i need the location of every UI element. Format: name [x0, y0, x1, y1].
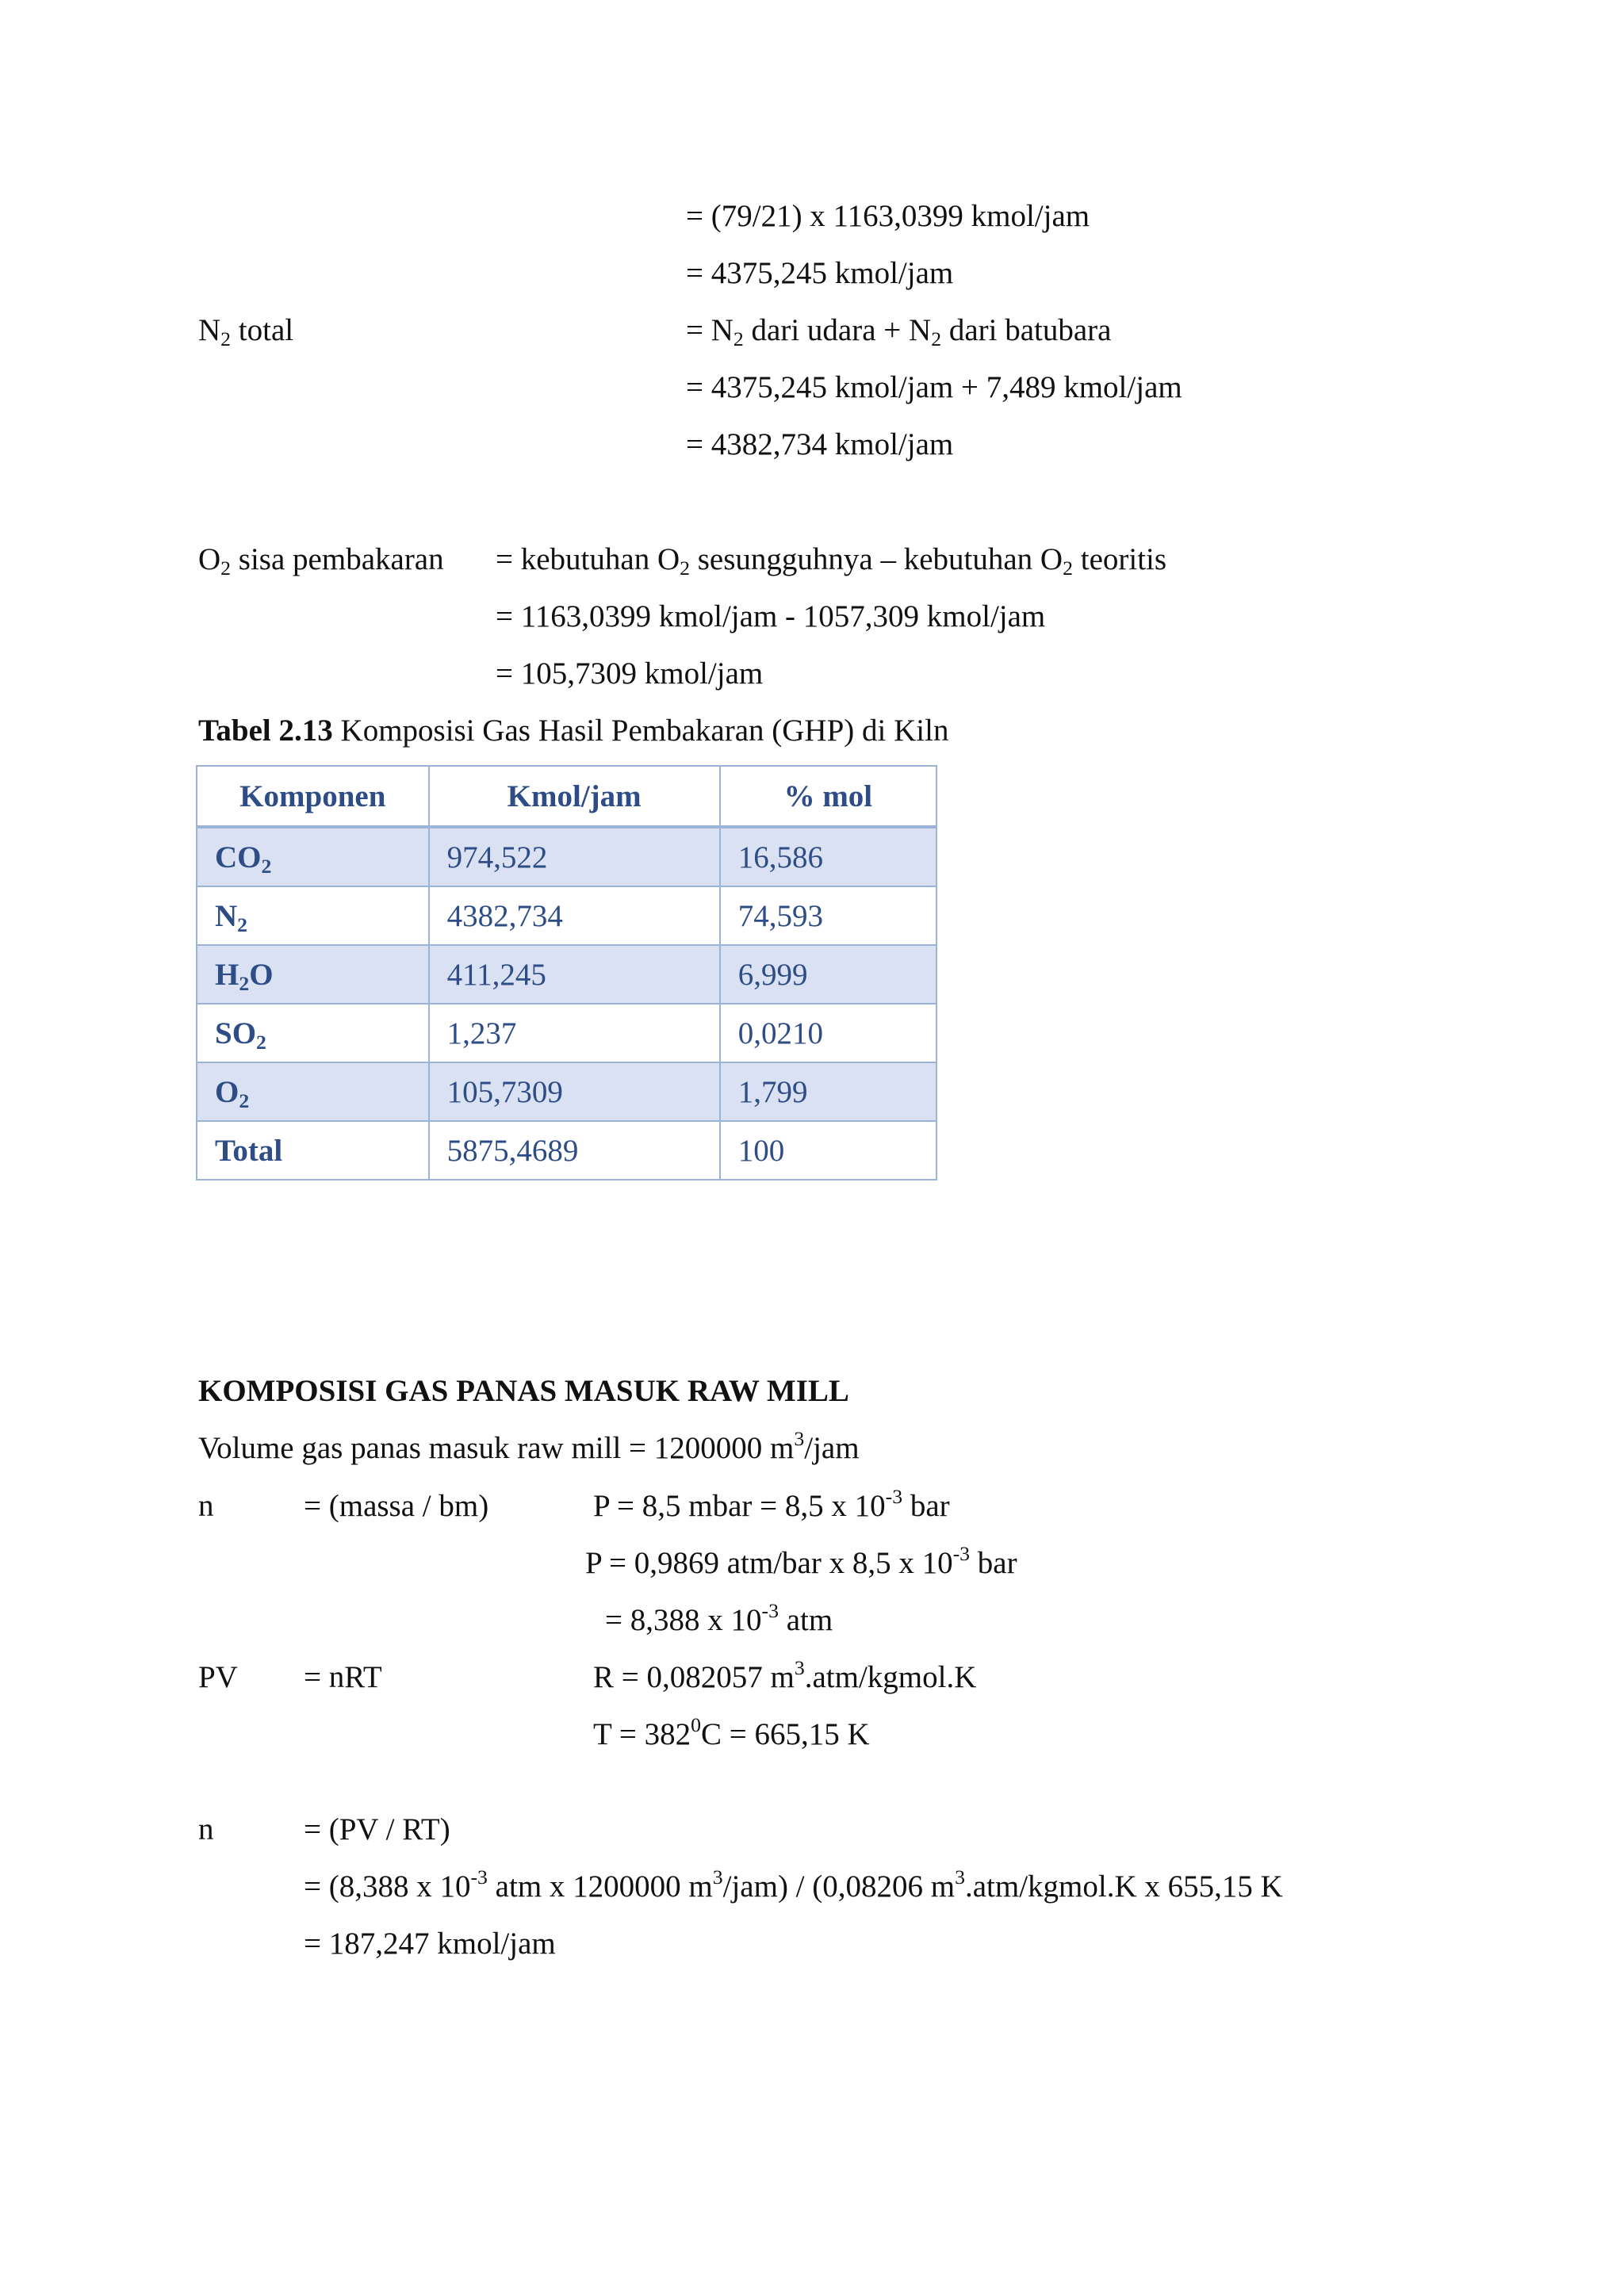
n2-label-post: total — [231, 313, 294, 347]
pv-equation: = nRT — [304, 1660, 382, 1694]
eq-part: teoritis — [1072, 542, 1167, 576]
cell-mol: 6,999 — [720, 945, 936, 1004]
cell-mol: 74,593 — [720, 886, 936, 945]
table-caption-text: Komposisi Gas Hasil Pembakaran (GHP) di Kiln — [332, 714, 949, 748]
eq-line-n2-sum: = 4375,245 kmol/jam + 7,489 kmol/jam — [686, 370, 1182, 404]
table-row — [197, 886, 936, 945]
cell-kmol: 1,237 — [429, 1004, 720, 1062]
cell-kmol: 4382,734 — [429, 886, 720, 945]
eq-part: = N — [686, 313, 733, 347]
o2-sisa-label — [198, 542, 444, 580]
header-kmol: Kmol/jam — [429, 766, 720, 827]
eq-sub: 2 — [733, 327, 744, 351]
cell-mol: 100 — [720, 1121, 936, 1180]
cell-component: $H_2O$ — [197, 945, 429, 1004]
pressure-line-1: P = 8,5 mbar = 8,5 x $10^{-3}$ bar — [593, 1485, 950, 1523]
eq-part: dari batubara — [941, 313, 1112, 347]
cell-component: $O_2$ — [197, 1062, 429, 1121]
n2-label-pre: N — [198, 313, 221, 347]
cell-component: Total — [197, 1121, 429, 1180]
pressure-line-2: P = 0,9869 atm/bar x 8,5 x $10^{-3}$ bar — [585, 1542, 1017, 1580]
table-row — [197, 827, 936, 886]
cell-component: $SO_2$ — [197, 1004, 429, 1062]
n-result: = 187,247 kmol/jam — [304, 1927, 556, 1961]
table-row — [197, 1062, 936, 1121]
eq-line-n2-sources — [686, 313, 1112, 351]
cell-kmol: 411,245 — [429, 945, 720, 1004]
table-header-row — [197, 766, 936, 827]
eq-line-o2-definition — [496, 542, 1167, 580]
r-constant: R = 0,082057 $m^3.atm/kgmol.K$ — [593, 1656, 977, 1694]
eq-line-4375: = 4375,245 kmol/jam — [686, 256, 954, 290]
o2-label-pre: O — [198, 542, 221, 576]
n-equation-2: = (PV / RT) — [304, 1812, 450, 1846]
n-label: n — [198, 1489, 214, 1523]
eq-line-o2-subtraction: = 1163,0399 kmol/jam - 1057,309 kmol/jam — [496, 599, 1046, 633]
cell-component: $N_2$ — [197, 886, 429, 945]
n-calculation: = (8,388 x $10^{-3}$ atm x 1200000 $m^3/jam) / (0,08206$ $m^3.atm/kgmol.K$ x 655,15 K — [304, 1866, 1283, 1904]
eq-sub: 2 — [680, 557, 690, 580]
pressure-line-3: = 8,388 x $10^{-3}$ atm — [605, 1599, 833, 1637]
n-equation: = (massa / bm) — [304, 1489, 489, 1523]
section-heading: KOMPOSISI GAS PANAS MASUK RAW MILL — [198, 1374, 849, 1408]
header-mol-percent: % mol — [720, 766, 936, 827]
table-row — [197, 945, 936, 1004]
eq-line-79-21: = (79/21) x 1163,0399 kmol/jam — [686, 199, 1090, 233]
cell-kmol: 974,522 — [429, 827, 720, 886]
composition-table — [196, 765, 937, 1181]
temperature-line: $T = 382^0C = 665,15$ K — [593, 1713, 870, 1751]
eq-part: dari udara + N — [743, 313, 932, 347]
eq-sub: 2 — [931, 327, 942, 351]
eq-sub: 2 — [1063, 557, 1073, 580]
header-komponen: Komponen — [197, 766, 429, 827]
table-row — [197, 1004, 936, 1062]
eq-part: = kebutuhan O — [496, 542, 680, 576]
eq-line-n2-result: = 4382,734 kmol/jam — [686, 427, 954, 461]
o2-label-post: sisa pembakaran — [231, 542, 444, 576]
table-row-total — [197, 1121, 936, 1180]
o2-label-sub: 2 — [220, 557, 232, 580]
cell-mol: 16,586 — [720, 827, 936, 886]
pv-label: PV — [198, 1660, 238, 1694]
n2-total-label — [198, 313, 294, 351]
table-caption — [198, 715, 948, 746]
cell-mol: 1,799 — [720, 1062, 936, 1121]
n-label-2: n — [198, 1812, 214, 1846]
table-caption-number: Tabel 2.13 — [198, 714, 333, 748]
eq-line-o2-result: = 105,7309 kmol/jam — [496, 656, 764, 691]
cell-kmol: 5875,4689 — [429, 1121, 720, 1180]
cell-kmol: 105,7309 — [429, 1062, 720, 1121]
cell-component: $CO_2$ — [197, 827, 429, 886]
n2-label-sub: 2 — [220, 327, 232, 351]
cell-mol: 0,0210 — [720, 1004, 936, 1062]
eq-part: sesungguhnya – kebutuhan O — [690, 542, 1063, 576]
volume-line: Volume gas panas masuk raw mill = 1200000 $m^3$/jam — [198, 1427, 860, 1465]
